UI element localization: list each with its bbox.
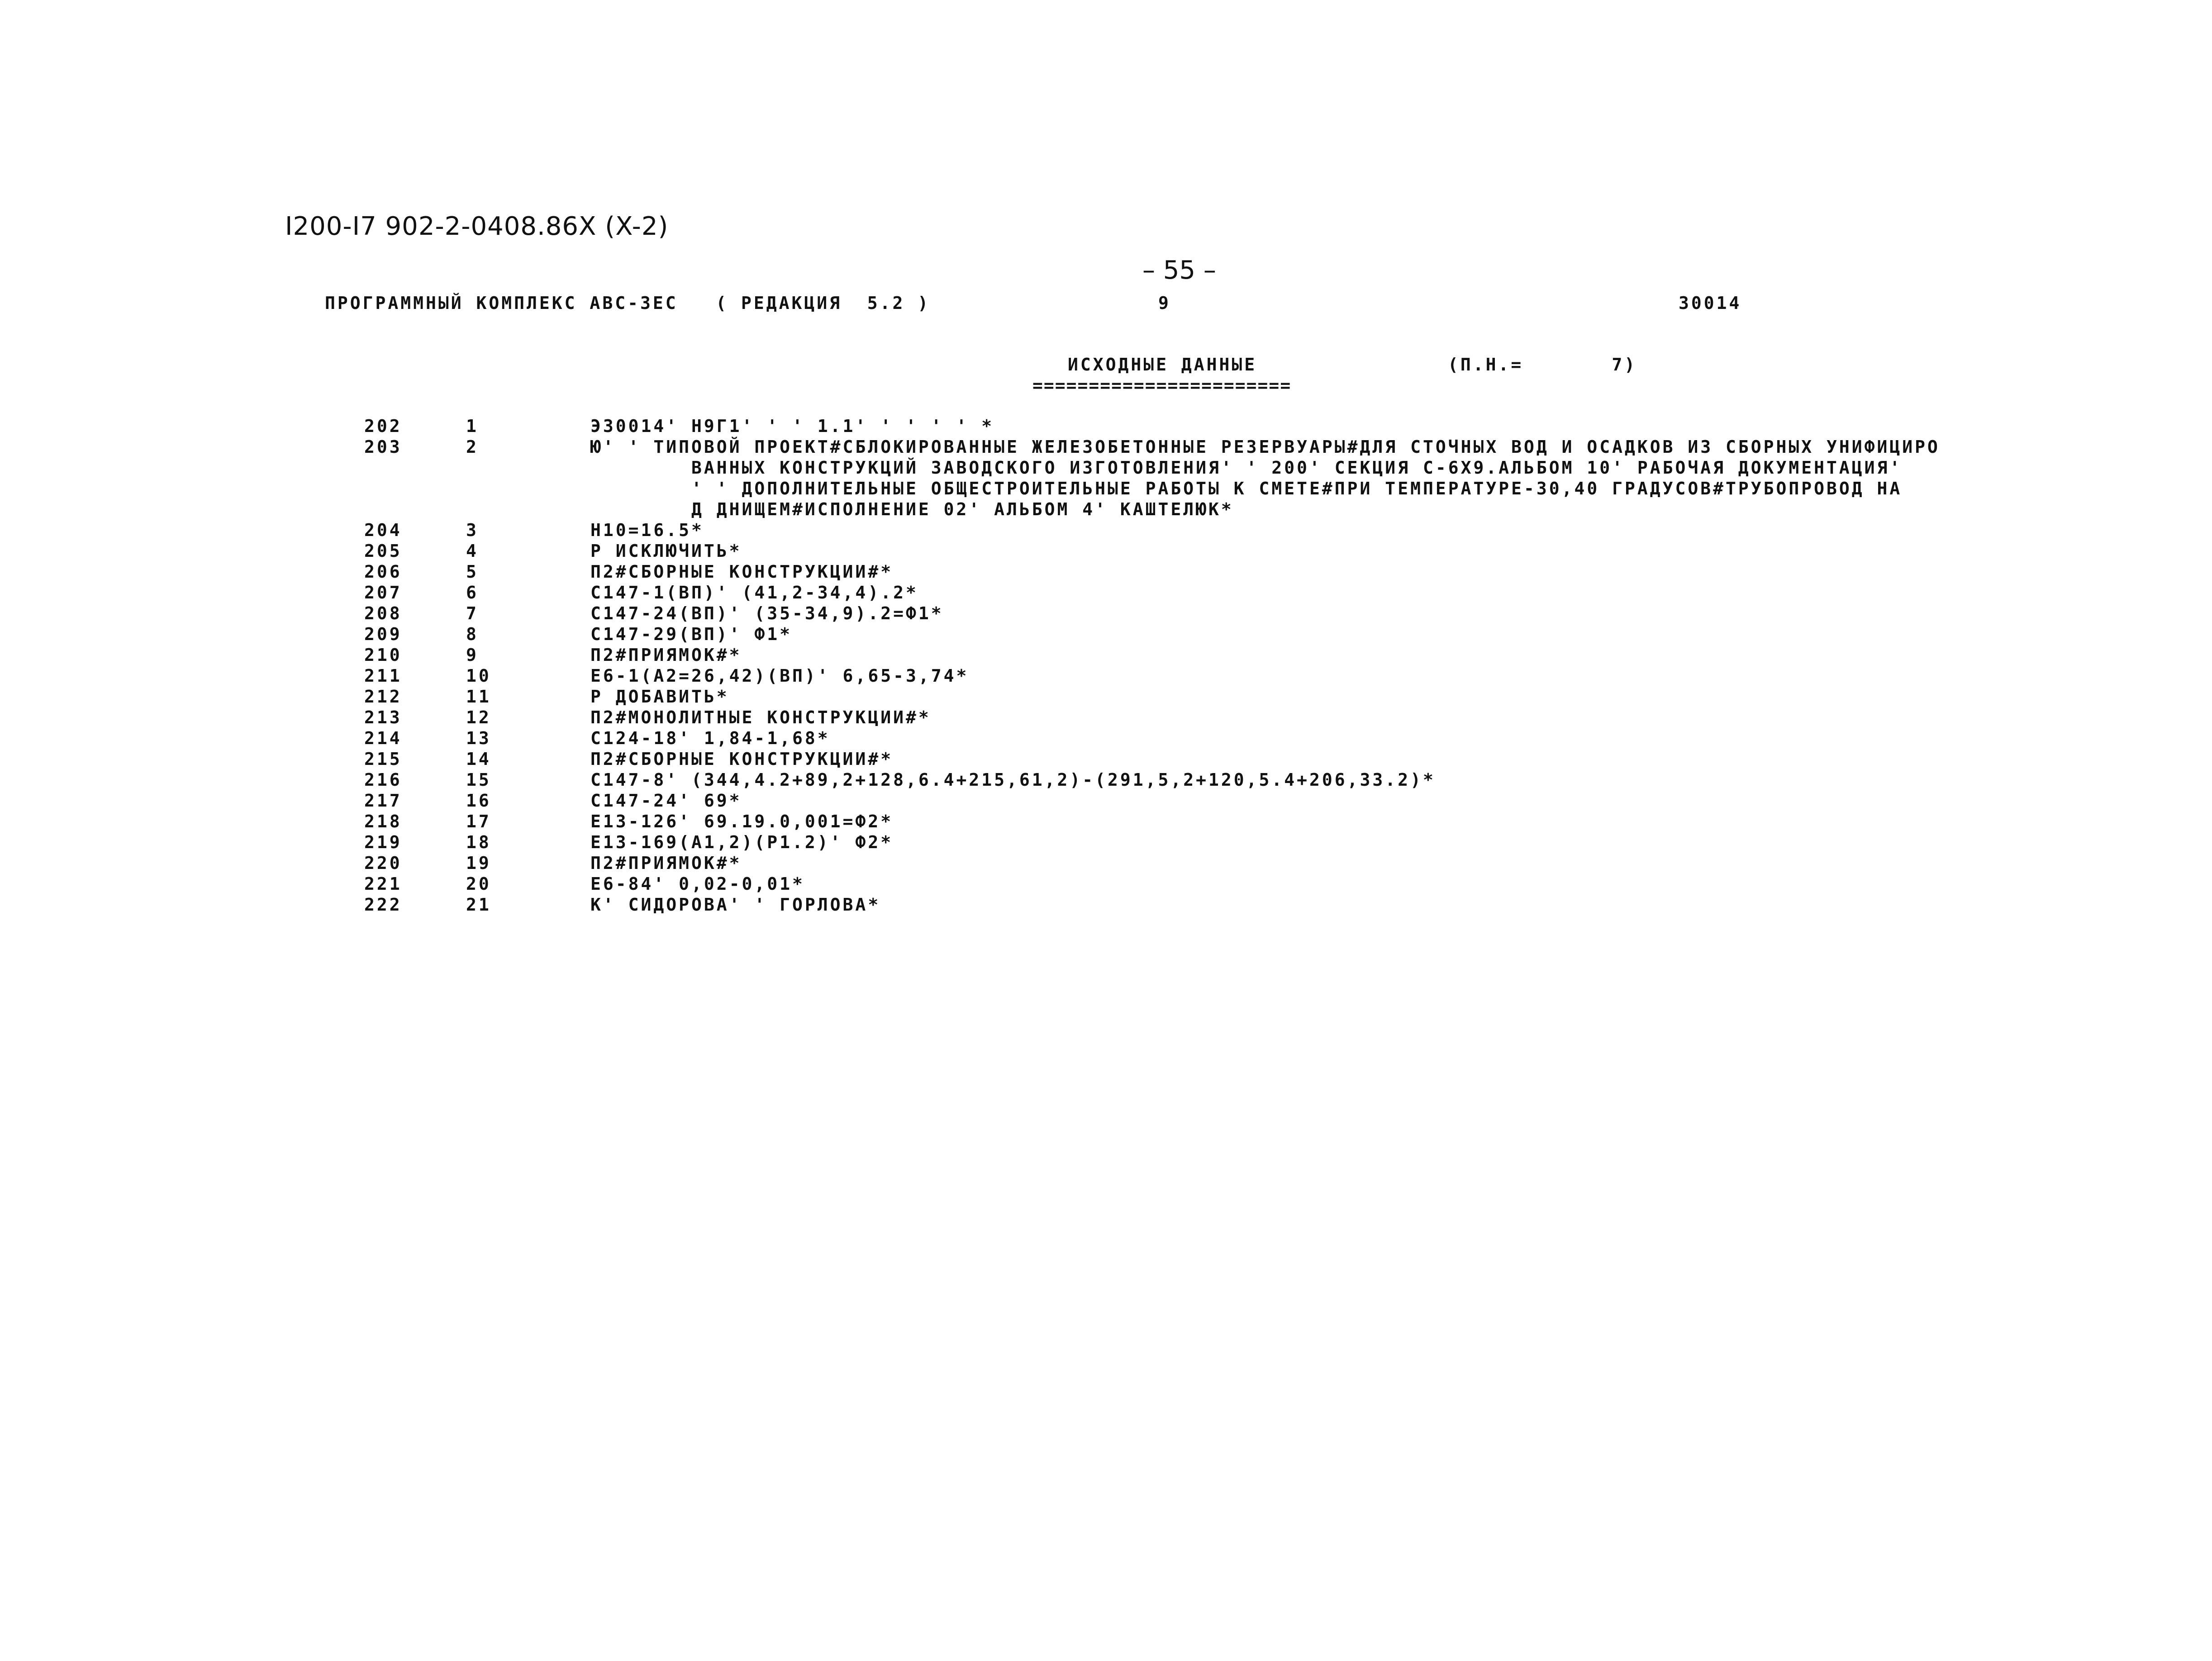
data-row <box>0 874 2212 895</box>
row-number: 4 <box>466 541 479 561</box>
row-text: Р ИСКЛЮЧИТЬ* <box>590 541 742 561</box>
data-row-line <box>0 603 2212 624</box>
data-row <box>0 416 2212 437</box>
data-row <box>0 603 2212 624</box>
row-seq: 206 <box>364 562 402 582</box>
data-row <box>0 812 2212 832</box>
data-row-line <box>0 562 2212 583</box>
row-text: Э30014' Н9Г1' ' ' 1.1' ' ' ' ' * <box>590 416 994 436</box>
row-number: 1 <box>466 416 479 436</box>
row-number: 21 <box>466 895 491 915</box>
data-row <box>0 853 2212 874</box>
row-number: 3 <box>466 520 479 540</box>
data-row <box>0 791 2212 812</box>
data-row-line <box>0 479 2212 499</box>
row-text: П2#ПРИЯМОК#* <box>590 853 742 873</box>
row-seq: 218 <box>364 812 402 831</box>
row-seq: 213 <box>364 707 402 727</box>
data-row-line <box>0 687 2212 707</box>
data-row-line <box>0 666 2212 687</box>
row-text: С124-18' 1,84-1,68* <box>590 728 830 748</box>
data-row-line <box>0 624 2212 645</box>
data-row <box>0 707 2212 728</box>
data-row-line <box>0 770 2212 791</box>
row-seq: 204 <box>364 520 402 540</box>
data-row-line <box>0 728 2212 749</box>
row-text: П2#ПРИЯМОК#* <box>590 645 742 665</box>
row-text-continuation: ВАННЫХ КОНСТРУКЦИЙ ЗАВОДСКОГО ИЗГОТОВЛЕНИЯ' ' 200' СЕКЦИЯ С-6Х9.АЛЬБОМ 10' РАБОЧАЯ ДОКУМЕНТАЦИЯ' <box>590 458 1903 478</box>
data-row <box>0 437 2212 520</box>
data-row <box>0 624 2212 645</box>
row-seq: 207 <box>364 583 402 603</box>
row-seq: 211 <box>364 666 402 686</box>
row-seq: 203 <box>364 437 402 457</box>
row-number: 11 <box>466 687 491 707</box>
data-row <box>0 645 2212 666</box>
row-seq: 205 <box>364 541 402 561</box>
row-text: Е13-126' 69.19.0,001=Ф2* <box>590 812 894 831</box>
header-code: 30014 <box>1679 293 1742 313</box>
data-row-line <box>0 499 2212 520</box>
data-row <box>0 541 2212 562</box>
row-seq: 212 <box>364 687 402 707</box>
data-row-line <box>0 458 2212 479</box>
data-row <box>0 770 2212 791</box>
row-text: Е6-1(А2=26,42)(ВП)' 6,65-3,74* <box>590 666 969 686</box>
data-row-line <box>0 645 2212 666</box>
row-number: 7 <box>466 603 479 623</box>
row-number: 2 <box>466 437 479 457</box>
data-row-line <box>0 749 2212 770</box>
row-number: 20 <box>466 874 491 894</box>
row-seq: 216 <box>364 770 402 790</box>
row-number: 10 <box>466 666 491 686</box>
program-header: ПРОГРАММНЫЙ КОМПЛЕКС АВС-3ЕС ( РЕДАКЦИЯ 5.2 ) <box>325 293 931 313</box>
header-number: 9 <box>1158 293 1171 313</box>
data-row-line <box>0 416 2212 437</box>
section-pn: (П.Н.= 7) <box>1448 355 1637 375</box>
data-row-line <box>0 541 2212 562</box>
row-text: С147-1(ВП)' (41,2-34,4).2* <box>590 583 918 603</box>
data-row <box>0 562 2212 583</box>
section-underline: ======================= <box>1032 375 1292 395</box>
data-row <box>0 687 2212 707</box>
row-seq: 219 <box>364 832 402 852</box>
data-row <box>0 832 2212 853</box>
row-seq: 208 <box>364 603 402 623</box>
row-seq: 209 <box>364 624 402 644</box>
row-text: К' СИДОРОВА' ' ГОРЛОВА* <box>590 895 881 915</box>
row-text: С147-8' (344,4.2+89,2+128,6.4+215,61,2)-(291,5,2+120,5.4+206,33.2)* <box>590 770 1436 790</box>
row-seq: 220 <box>364 853 402 873</box>
row-text: Н10=16.5* <box>590 520 704 540</box>
row-text: Е13-169(А1,2)(Р1.2)' Ф2* <box>590 832 894 852</box>
row-seq: 222 <box>364 895 402 915</box>
data-row <box>0 749 2212 770</box>
row-seq: 202 <box>364 416 402 436</box>
row-number: 6 <box>466 583 479 603</box>
data-row <box>0 583 2212 603</box>
row-text: С147-24' 69* <box>590 791 742 811</box>
data-row-line <box>0 520 2212 541</box>
row-text-continuation: ' ' ДОПОЛНИТЕЛЬНЫЕ ОБЩЕСТРОИТЕЛЬНЫЕ РАБОТЫ К СМЕТЕ#ПРИ ТЕМПЕРАТУРЕ-30,40 ГРАДУСОВ#ТРУБОПРОВОД НА <box>590 479 1903 498</box>
row-seq: 221 <box>364 874 402 894</box>
row-seq: 214 <box>364 728 402 748</box>
data-row-line <box>0 707 2212 728</box>
row-number: 5 <box>466 562 479 582</box>
data-row-line <box>0 812 2212 832</box>
row-text-continuation: Д ДНИЩЕМ#ИСПОЛНЕНИЕ 02' АЛЬБОМ 4' КАШТЕЛЮК* <box>590 499 1234 519</box>
data-row-line <box>0 832 2212 853</box>
row-text: С147-24(ВП)' (35-34,9).2=Ф1* <box>590 603 944 623</box>
row-number: 14 <box>466 749 491 769</box>
data-row-line <box>0 895 2212 916</box>
data-row-line <box>0 853 2212 874</box>
row-text: Р ДОБАВИТЬ* <box>590 687 729 707</box>
row-number: 9 <box>466 645 479 665</box>
row-text: С147-29(ВП)' Ф1* <box>590 624 793 644</box>
row-number: 8 <box>466 624 479 644</box>
row-number: 18 <box>466 832 491 852</box>
row-number: 15 <box>466 770 491 790</box>
data-rows <box>0 416 2212 916</box>
data-row-line <box>0 437 2212 458</box>
row-number: 17 <box>466 812 491 831</box>
row-number: 19 <box>466 853 491 873</box>
document-code: I200-I7 902-2-0408.86Х (X-2) <box>285 212 669 241</box>
data-row <box>0 666 2212 687</box>
data-row <box>0 520 2212 541</box>
data-row <box>0 895 2212 916</box>
row-seq: 210 <box>364 645 402 665</box>
row-text: П2#МОНОЛИТНЫЕ КОНСТРУКЦИИ#* <box>590 707 931 727</box>
data-row-line <box>0 583 2212 603</box>
row-text: П2#СБОРНЫЕ КОНСТРУКЦИИ#* <box>590 562 894 582</box>
row-seq: 217 <box>364 791 402 811</box>
data-row-line <box>0 791 2212 812</box>
row-text: П2#СБОРНЫЕ КОНСТРУКЦИИ#* <box>590 749 894 769</box>
section-title: ИСХОДНЫЕ ДАННЫЕ <box>1068 355 1257 375</box>
row-number: 16 <box>466 791 491 811</box>
page-number: – 55 – <box>1142 256 1216 285</box>
row-seq: 215 <box>364 749 402 769</box>
data-row-line <box>0 874 2212 895</box>
row-text: Ю' ' ТИПОВОЙ ПРОЕКТ#СБЛОКИРОВАННЫЕ ЖЕЛЕЗОБЕТОННЫЕ РЕЗЕРВУАРЫ#ДЛЯ СТОЧНЫХ ВОД И ОСАДКОВ ИЗ СБОРНЫХ УНИФИЦИРО <box>590 437 1940 457</box>
row-number: 13 <box>466 728 491 748</box>
data-row <box>0 728 2212 749</box>
row-number: 12 <box>466 707 491 727</box>
row-text: Е6-84' 0,02-0,01* <box>590 874 805 894</box>
